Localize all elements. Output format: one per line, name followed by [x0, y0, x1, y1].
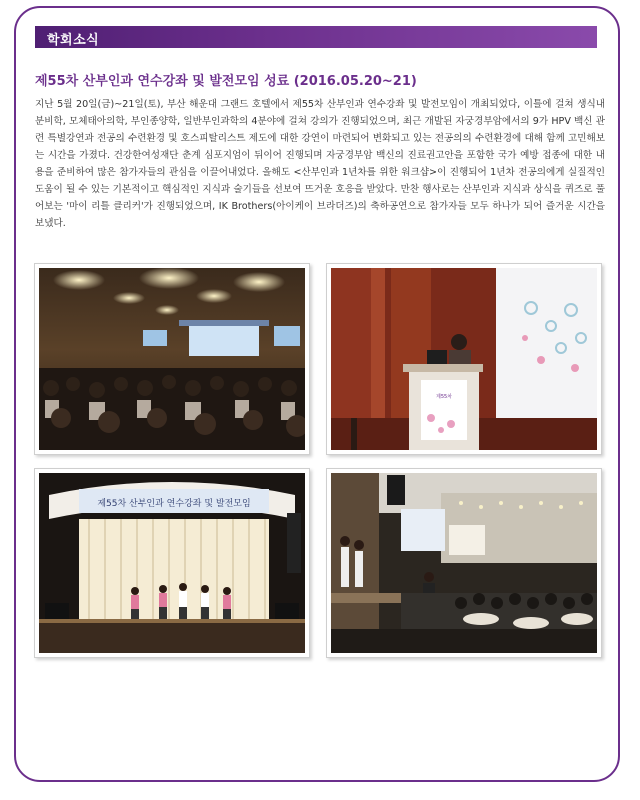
article-title: 제55차 산부인과 연수강좌 및 발전모임 성료 (2016.05.20~21)	[35, 74, 417, 89]
photo-lecture-hall	[34, 263, 310, 455]
photo-dinner-event	[326, 468, 602, 658]
article-body: 지난 5월 20일(금)~21일(토), 부산 해운대 그랜드 호텔에서 제55차 산부인과 연수강좌 및 발전모임이 개최되었다, 이틀에 걸쳐 생식내분비학, 모체태아의학, 부인종양학, 일반부인과학의 4분야에 걸쳐 강의가 진행되었으며, 최근 개발된 자궁경부암에서의 9가 HPV 백신 관련 특별강연과 전공의 수련환경 및 호스피탈리스트 제도에 대한 강연이 마련되어 변화되고 있는 전공의의 수련환경에 대해 함께 고민해보는 시간을 가졌다. 건강한여성재단 춘계 심포지엄이 뒤이어 진행되며 자궁경부암 백신의 진료권고안을 포함한 국가 예방 접종에 대한 내용을 준비하여 많은 참가자들의 관심을 이끌어내었다. 올해도 <산부인과 1년차를 위한 워크샵>이 진행되어 1년차 전공의에게 실질적인 도움이 될 수 있는 기본적이고 핵심적인 지식과 술기들을 선보여 뜨거운 호응을 받았다. 만찬 행사로는 산부인과 지식과 상식을 퀴즈로 풀어보는 '마이 리틀 클리커'가 진행되었으며, IK Brothers(아이케이 브라더즈)의 축하공연으로 참가자들 모두 하나가 되어 즐거운 시간을 보냈다.	[35, 99, 605, 229]
photo-stage-performance	[34, 468, 310, 658]
section-header-bar	[35, 26, 597, 48]
section-label: 학회소식	[47, 33, 100, 48]
photo-speaker-podium	[326, 263, 602, 455]
stage-banner-text: 제55차 산부인과 연수강좌 및 발전모임	[97, 499, 251, 509]
podium-sign-text: 제55차	[435, 394, 453, 400]
